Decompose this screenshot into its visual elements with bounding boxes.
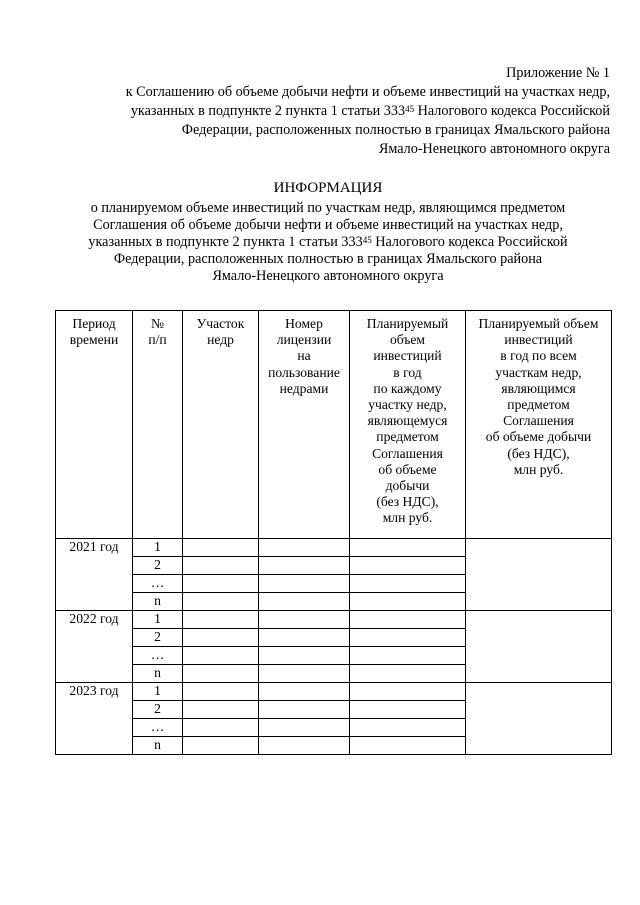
empty-cell — [350, 557, 466, 575]
site-header: Участок недр — [183, 311, 259, 539]
empty-cell — [183, 683, 259, 701]
empty-cell — [259, 719, 350, 737]
period-cell: 2022 год — [56, 611, 133, 683]
row-number-cell: 1 — [133, 539, 183, 557]
empty-cell — [183, 665, 259, 683]
empty-cell — [183, 557, 259, 575]
empty-cell — [183, 737, 259, 755]
table-header-row — [56, 311, 612, 539]
row-number-cell: 1 — [133, 611, 183, 629]
row-number-cell: … — [133, 575, 183, 593]
empty-cell — [259, 575, 350, 593]
appendix-line: Ямало-Ненецкого автономного округа — [378, 141, 610, 157]
heading-line: указанных в подпункте 2 пункта 1 статьи $333^{45}$ Налогового кодекса Российской — [88, 234, 568, 250]
site-investment-header: Планируемый объем инвестиций в год по каждому участку недр, являющемуся предметом Соглашения об объеме добычи (без НДС), млн руб. — [350, 311, 466, 539]
table-row — [56, 539, 612, 557]
heading-line: Федерации, расположенных полностью в границах Ямальского района — [113, 251, 543, 267]
investment-table — [55, 310, 612, 755]
appendix-block — [50, 64, 610, 159]
number-header: № п/п — [133, 311, 183, 539]
empty-cell — [350, 719, 466, 737]
row-number-cell: n — [133, 737, 183, 755]
table-body — [56, 539, 612, 755]
document-heading — [48, 180, 608, 285]
appendix-line: Федерации, расположенных полностью в границах Ямальского района — [181, 122, 610, 138]
empty-cell — [259, 593, 350, 611]
empty-cell — [350, 575, 466, 593]
empty-cell — [259, 683, 350, 701]
row-number-cell: n — [133, 665, 183, 683]
total-investment-header: Планируемый объем инвестиций в год по всем участкам недр, являющимся предметом Соглашения об объеме добычи (без НДС), млн руб. — [466, 311, 612, 539]
row-number-cell: … — [133, 647, 183, 665]
appendix-line: к Соглашению об объеме добычи нефти и объеме инвестиций на участках недр, — [125, 84, 610, 100]
empty-cell — [259, 539, 350, 557]
heading-line: Соглашения об объеме добычи нефти и объеме инвестиций на участках недр, — [93, 217, 563, 233]
license-header: Номер лицензии на пользование недрами — [259, 311, 350, 539]
total-investment-cell — [466, 683, 612, 755]
appendix-line: указанных в подпункте 2 пункта 1 статьи $333^{45}$ Налогового кодекса Российской — [130, 103, 610, 119]
empty-cell — [259, 629, 350, 647]
empty-cell — [350, 683, 466, 701]
period-cell: 2023 год — [56, 683, 133, 755]
appendix-text — [50, 83, 610, 159]
empty-cell — [350, 701, 466, 719]
empty-cell — [350, 665, 466, 683]
appendix-title: Приложение № 1 — [506, 65, 610, 81]
empty-cell — [183, 701, 259, 719]
row-number-cell: 2 — [133, 557, 183, 575]
empty-cell — [183, 719, 259, 737]
article-superscript: 45 — [362, 235, 372, 245]
empty-cell — [259, 701, 350, 719]
total-investment-cell — [466, 611, 612, 683]
period-cell: 2021 год — [56, 539, 133, 611]
empty-cell — [350, 737, 466, 755]
empty-cell — [350, 629, 466, 647]
empty-cell — [183, 629, 259, 647]
total-investment-cell — [466, 539, 612, 611]
empty-cell — [350, 593, 466, 611]
empty-cell — [350, 611, 466, 629]
empty-cell — [183, 647, 259, 665]
empty-cell — [350, 539, 466, 557]
empty-cell — [259, 647, 350, 665]
empty-cell — [259, 665, 350, 683]
document-title: ИНФОРМАЦИЯ — [273, 180, 383, 196]
table-row — [56, 611, 612, 629]
row-number-cell: 2 — [133, 629, 183, 647]
empty-cell — [259, 557, 350, 575]
heading-line: о планируемом объеме инвестиций по участкам недр, являющимся предметом — [90, 200, 566, 216]
empty-cell — [259, 737, 350, 755]
empty-cell — [183, 611, 259, 629]
empty-cell — [183, 539, 259, 557]
document-subtitle — [48, 200, 608, 285]
table-row — [56, 683, 612, 701]
row-number-cell: … — [133, 719, 183, 737]
empty-cell — [183, 593, 259, 611]
row-number-cell: n — [133, 593, 183, 611]
empty-cell — [259, 611, 350, 629]
row-number-cell: 2 — [133, 701, 183, 719]
empty-cell — [183, 575, 259, 593]
empty-cell — [350, 647, 466, 665]
heading-line: Ямало-Ненецкого автономного округа — [212, 268, 444, 284]
article-superscript: 45 — [405, 104, 415, 114]
period-header: Период времени — [56, 311, 133, 539]
row-number-cell: 1 — [133, 683, 183, 701]
